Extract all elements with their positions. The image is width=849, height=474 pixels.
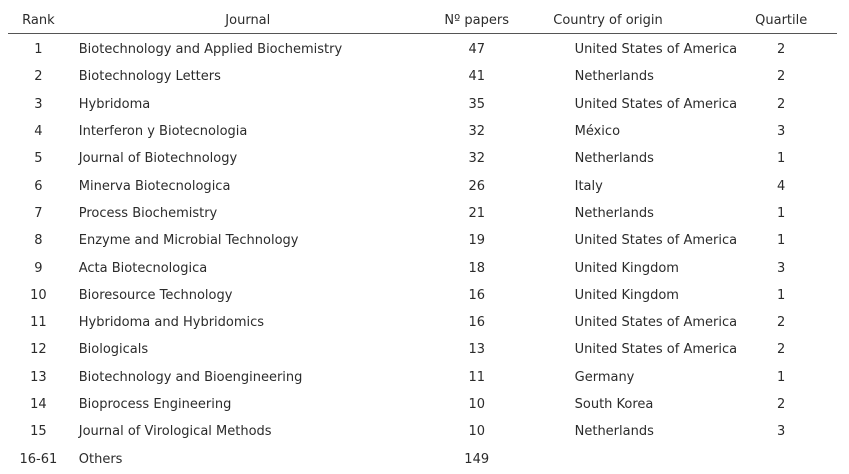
cell-papers: 149 — [464, 451, 490, 467]
cell-journal: Biologicals — [78, 342, 149, 358]
table-row — [8, 445, 837, 472]
table-row — [8, 336, 837, 363]
cell-papers: 16 — [468, 315, 485, 331]
cell-journal: Biotechnology Letters — [78, 69, 221, 85]
cell-country: United Kingdom — [574, 260, 679, 276]
table-row — [8, 309, 837, 336]
cell-journal: Others — [78, 451, 123, 467]
cell-country: Germany — [574, 369, 635, 385]
cell-quartile: 1 — [777, 369, 786, 385]
cell-country: United States of America — [574, 342, 738, 358]
cell-quartile: 2 — [777, 315, 786, 331]
table-row — [8, 227, 837, 254]
cell-papers: 41 — [468, 69, 485, 85]
cell-rank: 6 — [34, 178, 43, 194]
cell-journal: Minerva Biotecnologica — [78, 178, 231, 194]
cell-rank: 15 — [30, 424, 47, 440]
table-row — [8, 364, 837, 391]
journals-table — [8, 8, 837, 473]
cell-journal: Biotechnology and Applied Biochemistry — [78, 42, 343, 58]
cell-rank: 9 — [34, 260, 43, 276]
table-row — [8, 34, 837, 64]
cell-country: United States of America — [574, 96, 738, 112]
cell-journal: Hybridoma and Hybridomics — [78, 315, 265, 331]
cell-country: Italy — [574, 178, 603, 194]
cell-rank: 5 — [34, 151, 43, 167]
cell-quartile: 3 — [777, 424, 786, 440]
cell-rank: 14 — [30, 397, 47, 412]
table-row — [8, 391, 837, 418]
cell-country: Netherlands — [574, 205, 654, 221]
cell-journal: Journal of Virological Methods — [78, 424, 272, 440]
cell-quartile: 1 — [777, 287, 786, 303]
cell-quartile: 2 — [777, 397, 786, 412]
cell-papers: 19 — [468, 233, 485, 249]
cell-quartile: 1 — [777, 205, 786, 221]
cell-rank: 10 — [30, 287, 47, 303]
cell-papers: 35 — [468, 96, 485, 112]
cell-quartile: 1 — [777, 233, 786, 249]
table-row — [8, 91, 837, 118]
cell-papers: 32 — [468, 124, 485, 140]
cell-country: México — [574, 124, 621, 140]
cell-papers: 10 — [468, 397, 485, 412]
cell-papers: 10 — [468, 424, 485, 440]
cell-rank: 16-61 — [19, 451, 58, 467]
cell-journal: Journal of Biotechnology — [78, 151, 238, 167]
cell-rank: 12 — [30, 342, 47, 358]
cell-quartile: 2 — [777, 342, 786, 358]
cell-country: United Kingdom — [574, 287, 679, 303]
cell-rank: 11 — [30, 315, 47, 331]
cell-quartile: 3 — [777, 124, 786, 140]
cell-papers: 21 — [468, 205, 485, 221]
cell-country: Netherlands — [574, 424, 654, 440]
cell-papers: 47 — [468, 42, 485, 58]
cell-papers: 18 — [468, 260, 485, 276]
table-row — [8, 118, 837, 145]
table-row — [8, 282, 837, 309]
cell-rank: 7 — [34, 205, 43, 221]
cell-papers: 32 — [468, 151, 485, 167]
cell-rank: 8 — [34, 233, 43, 249]
cell-quartile: 1 — [777, 151, 786, 167]
header-country: Country of origin — [527, 8, 690, 34]
cell-quartile: 2 — [777, 69, 786, 85]
cell-journal: Bioresource Technology — [78, 287, 233, 303]
cell-papers: 16 — [468, 287, 485, 303]
cell-country: United States of America — [574, 42, 738, 58]
table-body — [8, 34, 837, 473]
table-row — [8, 254, 837, 281]
cell-papers: 13 — [468, 342, 485, 358]
cell-rank: 13 — [30, 369, 47, 385]
cell-papers: 26 — [468, 178, 485, 194]
table-row — [8, 63, 837, 90]
cell-journal: Acta Biotecnologica — [78, 260, 208, 276]
header-rank: Rank — [8, 8, 69, 34]
cell-quartile: 2 — [777, 42, 786, 58]
cell-journal: Hybridoma — [78, 96, 151, 112]
cell-rank: 2 — [34, 69, 43, 85]
cell-quartile: 3 — [777, 260, 786, 276]
cell-papers: 11 — [468, 369, 485, 385]
header-row — [8, 8, 837, 34]
cell-journal: Interferon y Biotecnologia — [78, 124, 248, 140]
cell-journal: Enzyme and Microbial Technology — [78, 233, 299, 249]
cell-country: United States of America — [574, 233, 738, 249]
header-quartile: Quartile — [689, 8, 837, 34]
cell-journal: Process Biochemistry — [78, 205, 218, 221]
cell-journal: Bioprocess Engineering — [78, 397, 232, 412]
cell-quartile — [689, 445, 837, 472]
table-row — [8, 200, 837, 227]
cell-quartile: 2 — [777, 96, 786, 112]
cell-country: South Korea — [574, 397, 654, 412]
table-header — [8, 8, 837, 34]
header-journal: Journal — [69, 8, 427, 34]
cell-country — [527, 445, 690, 472]
cell-journal: Biotechnology and Bioengineering — [78, 369, 303, 385]
cell-country: United States of America — [574, 315, 738, 331]
cell-rank: 1 — [34, 42, 43, 58]
cell-quartile: 4 — [777, 178, 786, 194]
table-row — [8, 418, 837, 445]
cell-rank: 3 — [34, 96, 43, 112]
table-row — [8, 145, 837, 172]
cell-country: Netherlands — [574, 69, 654, 85]
header-papers: Nº papers — [427, 8, 527, 34]
table-row — [8, 172, 837, 199]
cell-country: Netherlands — [574, 151, 654, 167]
cell-rank: 4 — [34, 124, 43, 140]
